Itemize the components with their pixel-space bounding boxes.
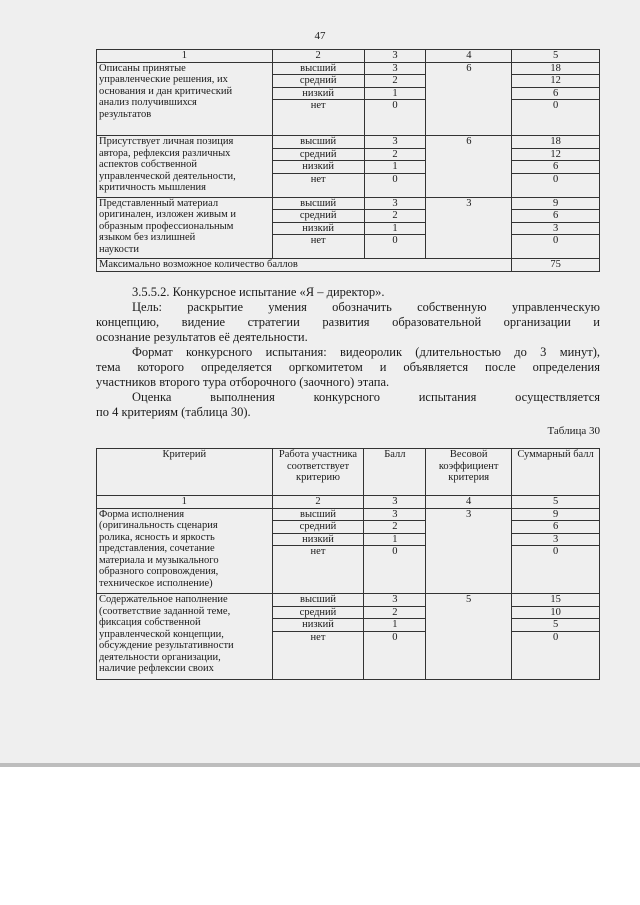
criterion-text: критичность мышления [99, 182, 207, 193]
page-number: 47 [314, 30, 326, 42]
score-cell: 1 [364, 533, 426, 546]
total-cell: 5 [512, 619, 600, 632]
criteria-table-continued [96, 49, 600, 272]
score-cell: 0 [364, 546, 426, 594]
criterion-text: (оригинальность сценария [99, 520, 218, 531]
col-num: 3 [364, 50, 426, 63]
goal-line: осознание результатов её деятельности. [96, 330, 308, 344]
total-cell: 9 [512, 197, 600, 210]
level-cell: нет [272, 631, 364, 679]
header-cell: Суммарный балл [512, 449, 600, 496]
criterion-text: управленческие решения, их [99, 74, 228, 85]
level-cell: высший [272, 594, 364, 607]
weight-cell: 5 [426, 594, 512, 680]
criterion-text: основания и дан критический [99, 85, 233, 97]
header-cell: Критерий [97, 449, 273, 496]
weight-cell: 6 [426, 62, 512, 136]
column-number-row [97, 496, 600, 509]
total-cell: 18 [512, 136, 600, 149]
level-cell: низкий [272, 222, 364, 235]
criterion-text: наукости [99, 243, 139, 255]
level-cell: высший [272, 508, 364, 521]
level-cell: нет [272, 173, 364, 197]
total-cell: 12 [512, 75, 600, 88]
col-num: 4 [426, 50, 512, 63]
score-cell: 3 [364, 62, 426, 75]
criterion-text: образного сопровождения, [99, 566, 219, 577]
format-line: Формат конкурсного испытания: видеоролик (длительностью до 3 минут), [132, 345, 600, 359]
criterion-text: деятельности организации, [99, 651, 221, 663]
table-row [97, 594, 600, 607]
criterion-text: Присутствует личная позиция [99, 136, 234, 147]
level-cell: низкий [272, 533, 364, 546]
criterion-cell [97, 508, 273, 594]
criterion-text: языком без излишней [99, 232, 196, 243]
criterion-text: Содержательное наполнение [99, 594, 228, 605]
header-row [97, 449, 600, 496]
level-cell: низкий [272, 161, 364, 174]
total-cell: 0 [512, 235, 600, 259]
criterion-text: результатов [99, 108, 152, 120]
header-cell: Балл [364, 449, 426, 496]
level-cell: низкий [272, 87, 364, 100]
total-cell: 0 [512, 100, 600, 136]
table-row [97, 62, 600, 75]
total-cell: 6 [512, 521, 600, 534]
level-cell: высший [272, 136, 364, 149]
score-cell: 3 [364, 197, 426, 210]
score-cell: 0 [364, 100, 426, 136]
criterion-text: ролика, ясность и яркость [99, 531, 215, 543]
col-num: 3 [364, 496, 426, 509]
total-cell: 18 [512, 62, 600, 75]
total-cell: 9 [512, 508, 600, 521]
criteria-table-30 [96, 448, 600, 680]
weight-cell: 3 [426, 197, 512, 259]
score-cell: 0 [364, 173, 426, 197]
col-num: 4 [426, 496, 512, 509]
scan-edge [0, 763, 640, 767]
score-cell: 2 [364, 210, 426, 223]
level-cell: высший [272, 62, 364, 75]
criterion-text: Описаны принятые [99, 62, 186, 74]
total-cell: 12 [512, 148, 600, 161]
total-cell: 0 [512, 631, 600, 679]
criterion-text: материала и музыкального [99, 554, 219, 566]
score-cell: 0 [364, 235, 426, 259]
score-cell: 3 [364, 136, 426, 149]
level-cell: нет [272, 100, 364, 136]
col-num: 5 [512, 496, 600, 509]
col-num: 5 [512, 50, 600, 63]
total-cell: 6 [512, 87, 600, 100]
criterion-cell [97, 594, 273, 680]
level-cell: средний [272, 521, 364, 534]
total-cell: 6 [512, 210, 600, 223]
goal-line: Цель: раскрытие умения обозначить собственную управленческую [132, 300, 600, 314]
score-cell: 1 [364, 619, 426, 632]
score-cell: 1 [364, 87, 426, 100]
format-line: тема которого определяется оргкомитетом и объявляется после определения [96, 360, 600, 374]
score-cell: 1 [364, 161, 426, 174]
weight-cell: 6 [426, 136, 512, 198]
total-cell: 0 [512, 546, 600, 594]
table-caption: Таблица 30 [547, 425, 600, 437]
col-num: 2 [272, 496, 364, 509]
criterion-text: аспектов собственной [99, 159, 198, 170]
total-cell: 6 [512, 161, 600, 174]
header-cell: Работа участника соответствует критерию [272, 449, 364, 496]
level-cell: средний [272, 210, 364, 223]
goal-line: концепцию, видение стратегии развития образовательной организации и [96, 315, 600, 329]
table-row [97, 197, 600, 210]
col-num: 2 [272, 50, 364, 63]
criterion-text: образным профессиональным [99, 220, 234, 232]
col-num: 1 [97, 496, 273, 509]
eval-line: Оценка выполнения конкурсного испытания осуществляется [132, 390, 600, 404]
score-cell: 2 [364, 75, 426, 88]
criterion-text: анализ получившихся [99, 97, 197, 108]
criterion-text: автора, рефлексия различных [99, 147, 231, 159]
level-cell: низкий [272, 619, 364, 632]
total-cell: 3 [512, 222, 600, 235]
score-cell: 0 [364, 631, 426, 679]
score-cell: 3 [364, 508, 426, 521]
table-row [97, 508, 600, 521]
section-title: 3.5.5.2. Конкурсное испытание «Я – директор». [132, 285, 385, 299]
criterion-cell [97, 136, 273, 198]
total-cell: 0 [512, 173, 600, 197]
criterion-cell [97, 62, 273, 136]
criterion-text: Представленный материал [99, 197, 219, 209]
level-cell: высший [272, 197, 364, 210]
criterion-text: управленческой деятельности, [99, 170, 236, 182]
score-cell: 2 [364, 148, 426, 161]
criterion-cell [97, 197, 273, 259]
total-cell: 10 [512, 606, 600, 619]
format-line: участников второго тура отборочного (заочного) этапа. [96, 375, 390, 389]
criterion-text: наличие рефлексии своих [99, 663, 214, 674]
score-cell: 2 [364, 521, 426, 534]
header-cell: Весовой коэффициент критерия [426, 449, 512, 496]
criterion-text: (соответствие заданной теме, [99, 605, 231, 617]
score-cell: 3 [364, 594, 426, 607]
column-number-row [97, 50, 600, 63]
level-cell: средний [272, 75, 364, 88]
criterion-text: обсуждение результативности [99, 640, 234, 651]
criterion-text: управленческой концепции, [99, 628, 224, 640]
criterion-text: техническое исполнение) [99, 577, 213, 589]
criterion-text: фиксация собственной [99, 617, 201, 628]
level-cell: средний [272, 148, 364, 161]
eval-line: по 4 критериям (таблица 30). [96, 405, 251, 419]
score-cell: 2 [364, 606, 426, 619]
level-cell: нет [272, 235, 364, 259]
total-cell: 15 [512, 594, 600, 607]
table-row [97, 136, 600, 149]
total-cell: 3 [512, 533, 600, 546]
score-cell: 1 [364, 222, 426, 235]
level-cell: средний [272, 606, 364, 619]
level-cell: нет [272, 546, 364, 594]
max-score-value: 75 [512, 259, 600, 272]
criterion-text: оригинален, изложен живым и [99, 209, 236, 220]
weight-cell: 3 [426, 508, 512, 594]
max-score-label: Максимально возможное количество баллов [97, 259, 512, 272]
criterion-text: Форма исполнения [99, 508, 185, 520]
max-score-row [97, 259, 600, 272]
col-num: 1 [97, 50, 273, 63]
criterion-text: представления, сочетание [99, 543, 215, 554]
